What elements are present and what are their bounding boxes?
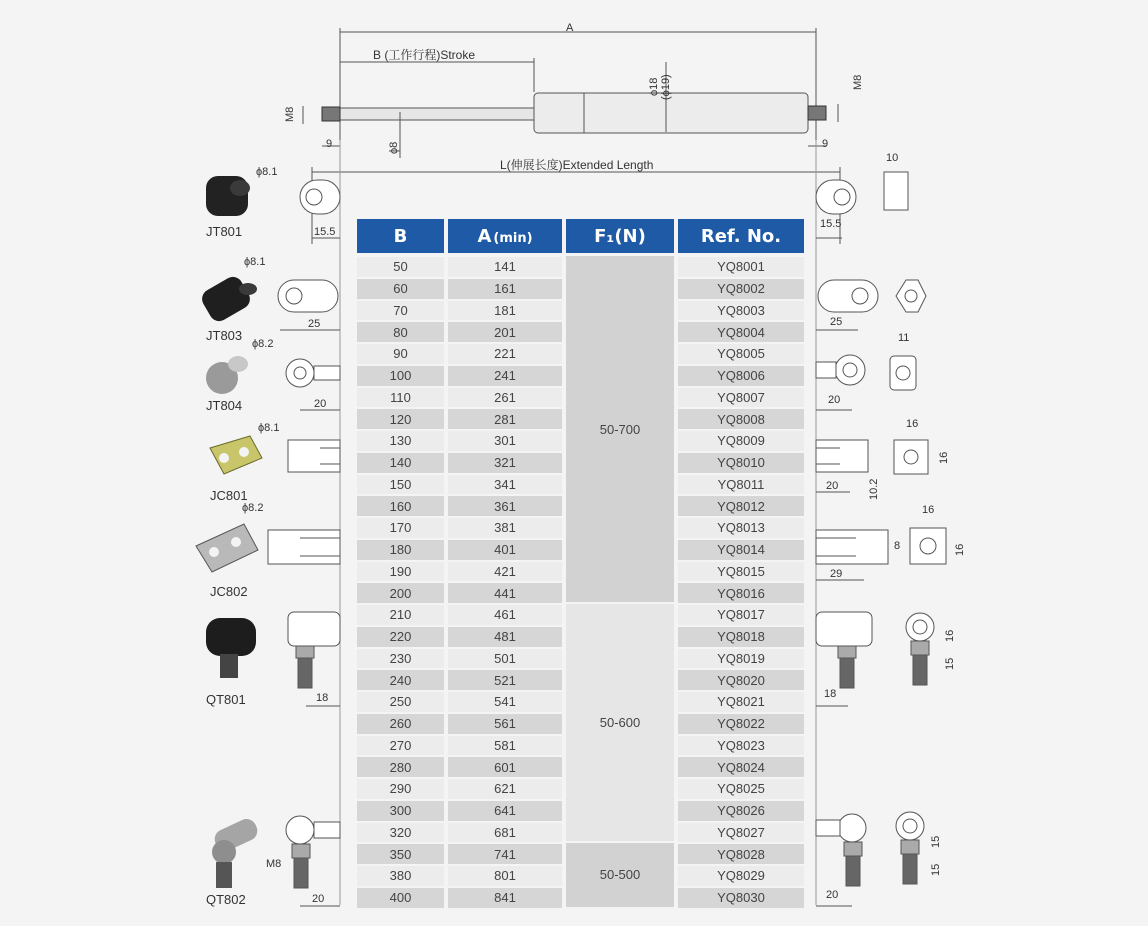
cell-b: 180 bbox=[389, 542, 412, 558]
jt804-hole-dim: ϕ8.2 bbox=[252, 338, 274, 350]
cell-ref-no: YQ8022 bbox=[717, 716, 765, 732]
header-force: F₁(N) bbox=[566, 219, 674, 253]
cell-a-min: 381 bbox=[494, 520, 516, 536]
dim-phi19: (ϕ19) bbox=[660, 74, 672, 100]
jt804-len-left: 20 bbox=[314, 398, 327, 410]
jt801-hole-dim: ϕ8.1 bbox=[256, 166, 278, 178]
jc802-len: 29 bbox=[830, 568, 843, 580]
qt801-len-right: 18 bbox=[824, 688, 837, 700]
cell-a-min: 741 bbox=[494, 846, 516, 862]
jc802-hole-dim: ϕ8.2 bbox=[242, 502, 264, 514]
jc801-len: 20 bbox=[826, 480, 839, 492]
jc801-height: 10.2 bbox=[868, 478, 880, 500]
cell-a-min: 361 bbox=[494, 498, 516, 514]
cell-ref-no: YQ8023 bbox=[717, 737, 765, 753]
cell-a-min: 481 bbox=[494, 629, 516, 645]
cell-ref-no: YQ8024 bbox=[717, 759, 765, 775]
cell-b: 150 bbox=[389, 476, 412, 492]
cell-b: 210 bbox=[389, 607, 412, 623]
cell-ref-no: YQ8025 bbox=[717, 781, 765, 797]
cell-b: 250 bbox=[389, 694, 412, 710]
jc802-gap: 8 bbox=[894, 540, 901, 552]
qt801-part-image bbox=[206, 618, 256, 678]
cell-a-min: 561 bbox=[494, 716, 516, 732]
cell-a-min: 181 bbox=[494, 302, 516, 318]
cell-a-min: 241 bbox=[494, 368, 516, 384]
cell-a-min: 281 bbox=[494, 411, 516, 427]
cell-ref-no: YQ8012 bbox=[717, 498, 765, 514]
cell-a-min: 421 bbox=[494, 563, 516, 579]
qt802-len-left: 20 bbox=[312, 893, 325, 905]
cell-b: 270 bbox=[389, 737, 412, 753]
dim-extended-length: L(伸展长度)Extended Length bbox=[500, 158, 654, 172]
cell-b: 110 bbox=[390, 389, 411, 405]
cell-a-min: 341 bbox=[494, 476, 516, 492]
cell-ref-no: YQ8030 bbox=[717, 890, 765, 906]
dim-m8-left: M8 bbox=[284, 106, 296, 122]
part-label-qt802: QT802 bbox=[206, 892, 246, 907]
qt802-len-right: 20 bbox=[826, 889, 839, 901]
cell-a-min: 441 bbox=[494, 585, 516, 601]
cell-b: 300 bbox=[389, 803, 412, 819]
cell-ref-no: YQ8003 bbox=[717, 302, 765, 318]
cell-ref-no: YQ8018 bbox=[717, 629, 765, 645]
cell-b: 90 bbox=[393, 346, 408, 362]
force-range-cell: 50-600 bbox=[566, 604, 674, 841]
cell-b: 260 bbox=[389, 716, 412, 732]
cell-a-min: 401 bbox=[494, 542, 516, 558]
cell-ref-no: YQ8004 bbox=[717, 324, 765, 340]
cell-a-min: 501 bbox=[494, 650, 516, 666]
jt804-len-right: 20 bbox=[828, 394, 841, 406]
cell-b: 320 bbox=[389, 824, 412, 840]
jt803-part-image bbox=[198, 273, 257, 324]
qt801-dim-b: 15 bbox=[944, 657, 956, 670]
jc802-square-w: 16 bbox=[922, 504, 935, 516]
jc802-part-image bbox=[196, 524, 258, 572]
jt801-width-right: 15.5 bbox=[820, 218, 842, 230]
cell-a-min: 221 bbox=[494, 346, 516, 362]
force-range-cell: 50-700 bbox=[566, 256, 674, 602]
cell-b: 350 bbox=[389, 846, 412, 862]
cell-ref-no: YQ8020 bbox=[717, 672, 765, 688]
cell-ref-no: YQ8017 bbox=[717, 607, 765, 623]
cell-a-min: 161 bbox=[494, 281, 516, 297]
cell-a-min: 201 bbox=[494, 324, 516, 340]
cell-b: 100 bbox=[389, 368, 412, 384]
cell-ref-no: YQ8028 bbox=[717, 846, 765, 862]
cell-b: 200 bbox=[389, 585, 412, 601]
cell-ref-no: YQ8005 bbox=[717, 346, 765, 362]
header-a: A (min) bbox=[448, 219, 562, 253]
cell-a-min: 541 bbox=[494, 694, 516, 710]
cell-a-min: 601 bbox=[494, 759, 516, 775]
jt803-hole-dim: ϕ8.1 bbox=[244, 256, 266, 268]
cell-ref-no: YQ8009 bbox=[717, 433, 765, 449]
cell-a-min: 801 bbox=[494, 868, 516, 884]
qt802-dim-b: 15 bbox=[930, 863, 942, 876]
cell-a-min: 681 bbox=[494, 824, 516, 840]
cell-b: 140 bbox=[389, 455, 412, 471]
cell-b: 400 bbox=[389, 890, 412, 906]
dim-9-right: 9 bbox=[822, 138, 829, 150]
dim-a: A bbox=[566, 22, 574, 34]
cell-b: 380 bbox=[389, 868, 412, 884]
cell-a-min: 321 bbox=[494, 455, 516, 471]
cell-a-min: 621 bbox=[494, 781, 516, 797]
qt801-dim-a: 16 bbox=[944, 629, 956, 642]
cell-ref-no: YQ8007 bbox=[717, 389, 765, 405]
cell-b: 240 bbox=[389, 672, 412, 688]
cell-ref-no: YQ8027 bbox=[717, 824, 765, 840]
cell-a-min: 641 bbox=[494, 803, 516, 819]
cell-b: 280 bbox=[389, 759, 412, 775]
cell-b: 50 bbox=[393, 259, 408, 275]
cell-a-min: 841 bbox=[494, 890, 516, 906]
cell-b: 60 bbox=[393, 281, 408, 297]
dim-phi18: ϕ18 bbox=[648, 77, 660, 96]
cell-ref-no: YQ8010 bbox=[717, 455, 765, 471]
jc801-square-h: 16 bbox=[938, 451, 950, 464]
part-label-jc802: JC802 bbox=[210, 584, 248, 599]
jt801-thickness: 10 bbox=[886, 152, 899, 164]
header-ref: Ref. No. bbox=[678, 219, 804, 253]
cell-b: 160 bbox=[389, 498, 412, 514]
dim-m8-right: M8 bbox=[852, 74, 864, 90]
jc801-part-image bbox=[210, 436, 262, 474]
cell-a-min: 301 bbox=[494, 433, 516, 449]
cell-b: 230 bbox=[389, 650, 412, 666]
jc801-square-w: 16 bbox=[906, 418, 919, 430]
jt804-part-image bbox=[206, 356, 248, 394]
cell-b: 190 bbox=[389, 563, 412, 579]
cell-ref-no: YQ8011 bbox=[717, 476, 765, 492]
cell-a-min: 141 bbox=[494, 259, 516, 275]
cell-b: 130 bbox=[389, 433, 412, 449]
cell-ref-no: YQ8019 bbox=[717, 650, 765, 666]
cell-b: 170 bbox=[389, 520, 412, 536]
cell-ref-no: YQ8029 bbox=[717, 868, 765, 884]
cell-ref-no: YQ8002 bbox=[717, 281, 765, 297]
qt802-m8: M8 bbox=[266, 858, 282, 870]
cell-ref-no: YQ8014 bbox=[717, 542, 765, 558]
part-label-qt801: QT801 bbox=[206, 692, 246, 707]
part-label-jt804: JT804 bbox=[206, 398, 243, 413]
jc801-hole-dim: ϕ8.1 bbox=[258, 422, 280, 434]
header-b: B bbox=[357, 219, 444, 253]
cell-ref-no: YQ8013 bbox=[717, 520, 765, 536]
jt803-len-right: 25 bbox=[830, 316, 843, 328]
part-label-jt803: JT803 bbox=[206, 328, 243, 343]
cell-ref-no: YQ8016 bbox=[717, 585, 765, 601]
jt801-part-image bbox=[206, 176, 250, 216]
jt804-thickness: 11 bbox=[898, 332, 910, 344]
cell-a-min: 461 bbox=[494, 607, 516, 623]
cell-ref-no: YQ8001 bbox=[717, 259, 765, 275]
force-range-cell: 50-500 bbox=[566, 843, 674, 906]
dim-phi8: ϕ8 bbox=[388, 141, 400, 154]
cell-a-min: 261 bbox=[494, 389, 516, 405]
qt802-dim-a: 15 bbox=[930, 835, 942, 848]
cell-ref-no: YQ8021 bbox=[717, 694, 765, 710]
jt801-width-left: 15.5 bbox=[314, 226, 336, 238]
jc802-square-h: 16 bbox=[954, 543, 966, 556]
jt803-len-left: 25 bbox=[308, 318, 321, 330]
part-label-jt801: JT801 bbox=[206, 224, 243, 239]
part-label-jc801: JC801 bbox=[210, 488, 248, 503]
cell-ref-no: YQ8008 bbox=[717, 411, 765, 427]
cell-ref-no: YQ8026 bbox=[717, 803, 765, 819]
cell-b: 80 bbox=[393, 324, 408, 340]
qt801-len-left: 18 bbox=[316, 692, 329, 704]
dim-9-left: 9 bbox=[326, 138, 333, 150]
cell-ref-no: YQ8006 bbox=[717, 368, 765, 384]
cell-a-min: 521 bbox=[494, 672, 516, 688]
cell-b: 290 bbox=[389, 781, 412, 797]
cell-b: 220 bbox=[389, 629, 412, 645]
qt802-part-image bbox=[211, 816, 260, 888]
cell-b: 120 bbox=[389, 411, 412, 427]
cell-ref-no: YQ8015 bbox=[717, 563, 765, 579]
cell-b: 70 bbox=[393, 302, 408, 318]
dim-b-stroke: B (工作行程)Stroke bbox=[373, 48, 476, 62]
cell-a-min: 581 bbox=[494, 737, 516, 753]
